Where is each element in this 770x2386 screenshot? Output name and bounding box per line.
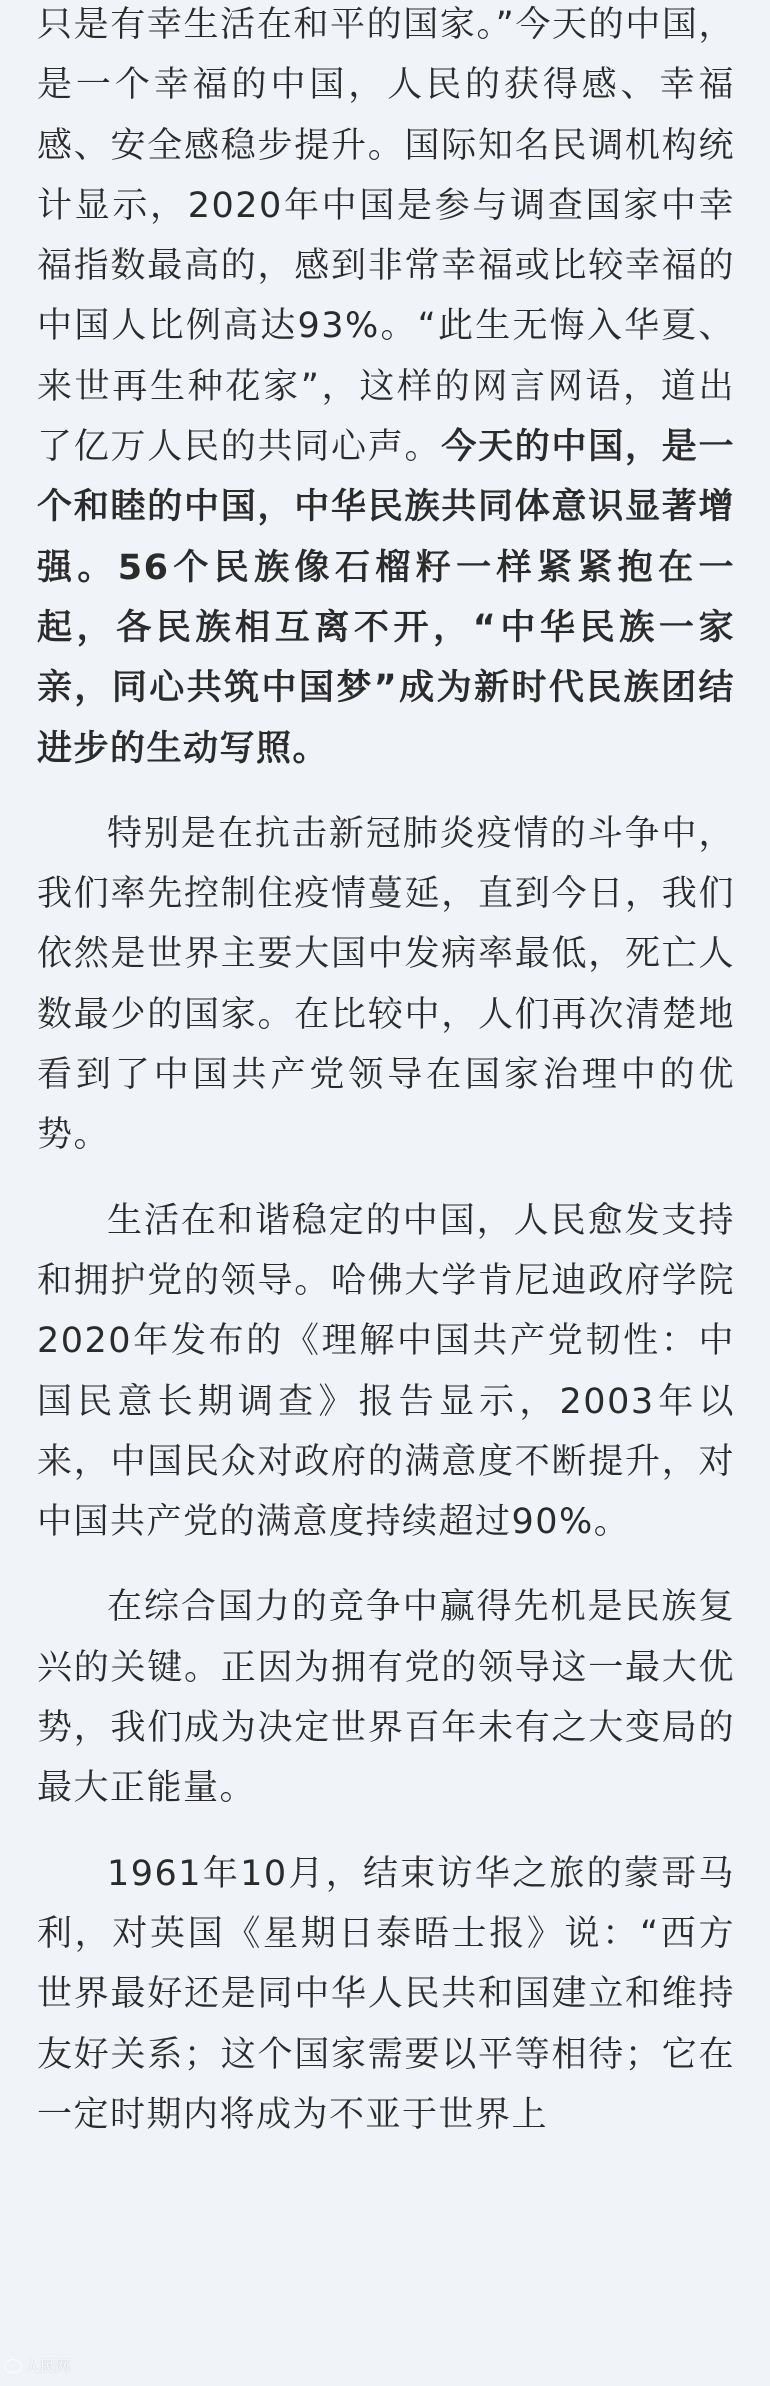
paragraph-1-bold: 今天的中国，是一个和睦的中国，中华民族共同体意识显著增强。56个民族像石榴籽一样紧紧抱在一起，各民族相互离不开，“中华民族一家亲，同心共筑中国梦”成为新时代民族团结进步的生动写照。 [37, 427, 735, 769]
paragraph-4: 在综合国力的竞争中赢得先机是民族复兴的关键。正因为拥有党的领导这一最大优势，我们成为决定世界百年未有之大变局的最大正能量。 [37, 1587, 735, 1809]
paragraph-1 [37, 0, 735, 779]
paragraph-3: 生活在和谐稳定的中国，人民愈发支持和拥护党的领导。哈佛大学肯尼迪政府学院2020年发布的《理解中国共产党韧性：中国民意长期调查》报告显示，2003年以来，中国民众对政府的满意度不断提升，对中国共产党的满意度持续超过90%。 [37, 1200, 735, 1543]
paragraph-2: 特别是在抗击新冠肺炎疫情的斗争中，我们率先控制住疫情蔓延，直到今日，我们依然是世界主要大国中发病率最低，死亡人数最少的国家。在比较中，人们再次清楚地看到了中国共产党领导在国家治理中的优势。 [37, 813, 735, 1156]
weibo-icon [4, 2359, 22, 2373]
paragraph-5: 1961年10月，结束访华之旅的蒙哥马利，对英国《星期日泰晤士报》说：“西方世界最好还是同中华人民共和国建立和维持友好关系；这个国家需要以平等相待；它在一定时期内将成为不亚于世界上 [37, 1853, 735, 2135]
watermark [4, 2355, 70, 2376]
watermark-text: 人民网 [25, 2357, 71, 2375]
article-body [37, 0, 735, 2145]
paragraph-1-normal: 只是有幸生活在和平的国家。”今天的中国，是一个幸福的中国，人民的获得感、幸福感、安全感稳步提升。国际知名民调机构统计显示，2020年中国是参与调查国家中幸福指数最高的，感到非常幸福或比较幸福的中国人比例高达93%。“此生无悔入华夏、来世再生种花家”，这样的网言网语，道出了亿万人民的共同心声。 [37, 5, 735, 468]
